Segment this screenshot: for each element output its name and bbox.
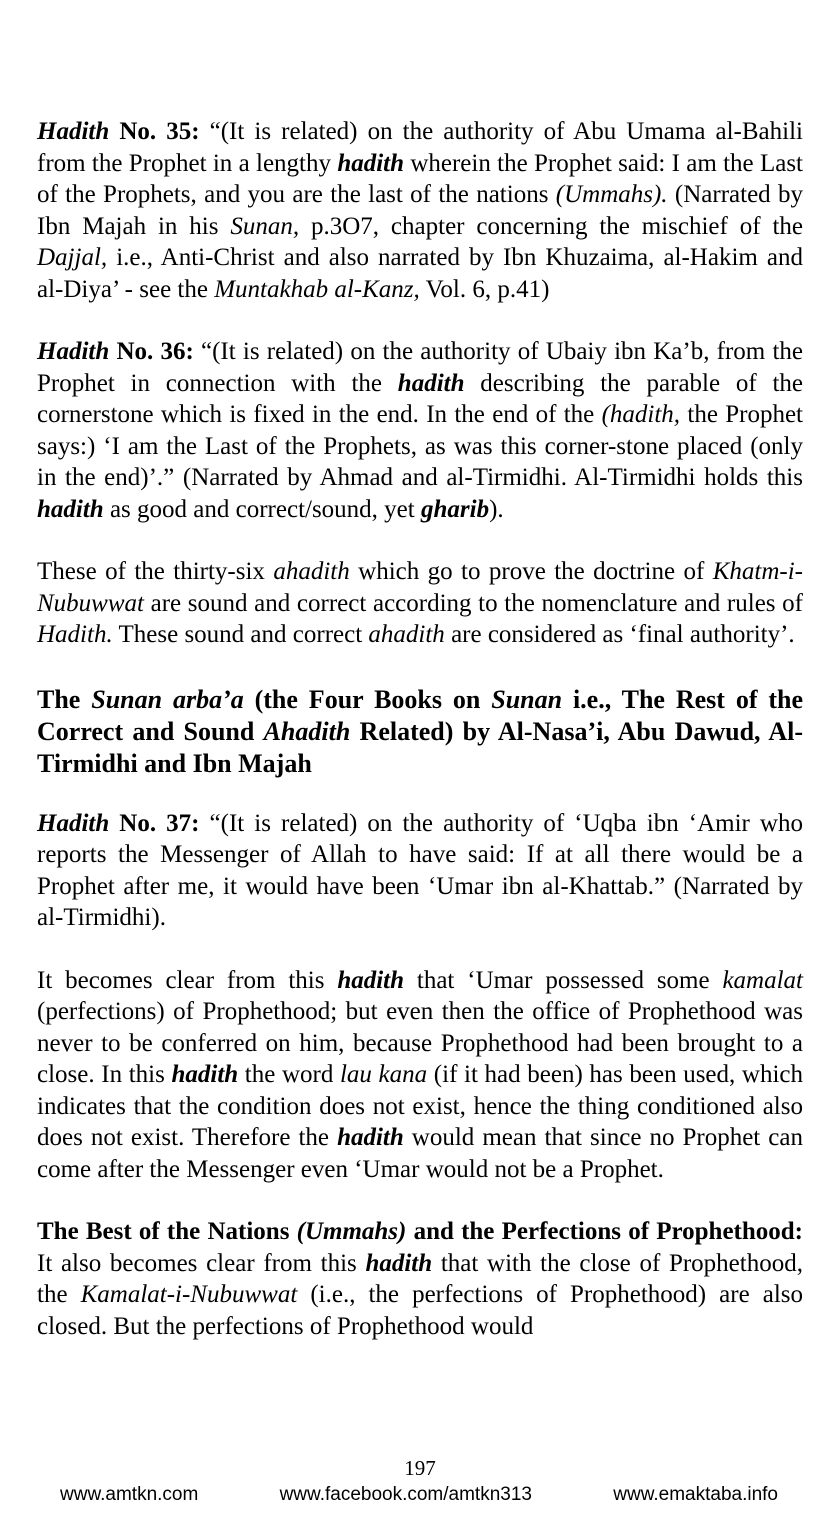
best-nations-run: The Best of the Nations bbox=[37, 1218, 297, 1245]
hadith36-run: hadith bbox=[37, 495, 104, 523]
explanation-run: would mean that since no Prophet can come after the Messenger even ‘Umar would not be a Prophet. bbox=[37, 1124, 803, 1183]
best-nations-run: and the Perfections of Prophethood: bbox=[406, 1218, 803, 1245]
footer-link-emaktaba[interactable]: www.emaktaba.info bbox=[613, 1484, 778, 1505]
hadith36-run: the Prophet says:) ‘I am the Last of the Prophets, as was this corner-stone placed (only in the end)’.” (Narrated by Ahmad and al-Tirmidhi. Al-Tirmidhi holds this bbox=[37, 401, 803, 491]
hadith36-run: Hadith bbox=[37, 338, 110, 365]
hadith36-run: describing the parable of the cornerstone which is fixed in the end. In the end of the bbox=[37, 369, 804, 428]
explanation-run: hadith bbox=[171, 1061, 239, 1088]
page-content bbox=[37, 116, 803, 1342]
best-nations-run: (i.e., the perfections of Prophethood) are also closed. But the perfections of Prophethood would bbox=[37, 1281, 803, 1340]
hadith35-run: Hadith bbox=[37, 118, 110, 145]
hadith36-run: No. 36: bbox=[109, 338, 194, 365]
hadith35-run: Sunan, bbox=[230, 212, 300, 240]
best-nations-run: that with the close of Prophethood, the bbox=[37, 1249, 803, 1308]
heading-run: Ahadith bbox=[263, 716, 351, 746]
hadith-36-paragraph bbox=[37, 336, 803, 525]
hadith35-run: i.e., Anti-Christ and also narrated by Ibn Khuzaima, al-Hakim and al-Diya’ - see the bbox=[37, 244, 803, 303]
hadith36-run: (hadith, bbox=[601, 401, 681, 428]
heading-run: Sunan arba’a bbox=[91, 684, 244, 714]
hadith35-run: Vol. 6, p.41) bbox=[419, 275, 550, 303]
explanation-paragraph bbox=[37, 965, 803, 1186]
summary-run: These sound and correct bbox=[112, 621, 369, 648]
hadith36-run: as good and correct/sound, yet bbox=[103, 495, 421, 523]
summary-run: ahadith bbox=[368, 621, 445, 648]
heading-run: (the Four Books on bbox=[243, 684, 492, 714]
best-nations-paragraph bbox=[37, 1216, 803, 1342]
hadith37-run: “(It is related) on the authority of ‘Uqba ibn ‘Amir who reports the Messenger of Allah to have said: If at all there would be a Prophet after me, it would have been ‘Umar ibn al-Khattab.” (Narrated by al-Tirmidhi). bbox=[37, 809, 803, 931]
page-number: 197 bbox=[404, 1456, 436, 1480]
hadith36-run: gharib bbox=[420, 495, 490, 523]
footer bbox=[60, 1484, 778, 1506]
explanation-run: It becomes clear from this bbox=[37, 966, 338, 994]
footer-link-facebook[interactable]: www.facebook.com/amtkn313 bbox=[279, 1484, 532, 1505]
explanation-run: kamalat bbox=[722, 966, 803, 994]
best-nations-run: hadith bbox=[365, 1249, 433, 1277]
explanation-run: hadith bbox=[337, 966, 405, 994]
hadith35-run: Muntakhab al-Kanz, bbox=[214, 275, 420, 303]
explanation-run: the word bbox=[238, 1061, 340, 1088]
hadith35-run: No. 35: bbox=[109, 118, 200, 145]
heading-run: The bbox=[37, 684, 92, 714]
hadith-37-paragraph bbox=[37, 808, 803, 934]
best-nations-run: (Ummahs) bbox=[296, 1218, 407, 1245]
heading-run: Sunan bbox=[491, 684, 563, 714]
summary-run: These of the thirty-six bbox=[37, 558, 274, 585]
explanation-run: (if it had been) has been used, which indicates that the condition does not exist, hence the thing conditioned also does not exist. Therefore the bbox=[37, 1061, 804, 1151]
hadith36-run: “(It is related) on the authority of Ubaiy ibn Ka’b, from the Prophet in connection with the bbox=[37, 338, 803, 397]
hadith36-run: hadith bbox=[397, 369, 465, 397]
hadith37-run: No. 37: bbox=[109, 809, 200, 837]
hadith35-run: “(It is related) on the authority of Abu Umama al-Bahili from the Prophet in a lengthy bbox=[37, 118, 803, 177]
hadith37-run: Hadith bbox=[37, 809, 110, 837]
summary-run: ahadith bbox=[273, 558, 350, 585]
hadith35-run: hadith bbox=[337, 149, 405, 177]
summary-run: are considered as ‘final authority’. bbox=[444, 621, 795, 648]
summary-paragraph bbox=[37, 556, 803, 651]
hadith35-run: wherein the Prophet said: I am the Last of the Prophets, and you are the last of the nations bbox=[37, 149, 803, 208]
summary-run: which go to prove the doctrine of bbox=[349, 558, 713, 585]
best-nations-run: It also becomes clear from this bbox=[37, 1249, 366, 1277]
hadith35-run: Dajjal, bbox=[37, 244, 108, 271]
section-heading bbox=[37, 684, 803, 780]
hadith-35-paragraph bbox=[37, 116, 803, 305]
explanation-run: lau kana bbox=[339, 1061, 428, 1088]
footer-link-amtkn[interactable]: www.amtkn.com bbox=[60, 1484, 199, 1505]
summary-run: are sound and correct according to the nomenclature and rules of bbox=[143, 589, 803, 617]
hadith36-run: ). bbox=[489, 495, 504, 523]
best-nations-run: Kamalat-i-Nubuwwat bbox=[80, 1281, 298, 1308]
hadith35-run: (Narrated by Ibn Majah in his bbox=[37, 181, 803, 240]
summary-run: Khatm-i-Nubuwwat bbox=[37, 558, 803, 617]
hadith35-run: (Ummahs). bbox=[555, 181, 668, 208]
explanation-run: (perfections) of Prophethood; but even then the office of Prophethood was never to be conferred on him, because Prophethood had been brought to a close. In this bbox=[37, 998, 803, 1088]
heading-run: i.e., The Rest of the Correct and Sound bbox=[37, 684, 804, 746]
explanation-run: that ‘Umar possessed some bbox=[404, 966, 723, 994]
hadith35-run: p.3O7, chapter concerning the mischief of the bbox=[299, 212, 803, 240]
heading-run: Related) by Al-Nasa’i, Abu Dawud, Al-Tirmidhi and Ibn Majah bbox=[37, 716, 803, 778]
summary-run: Hadith. bbox=[37, 621, 113, 648]
explanation-run: hadith bbox=[337, 1124, 404, 1151]
